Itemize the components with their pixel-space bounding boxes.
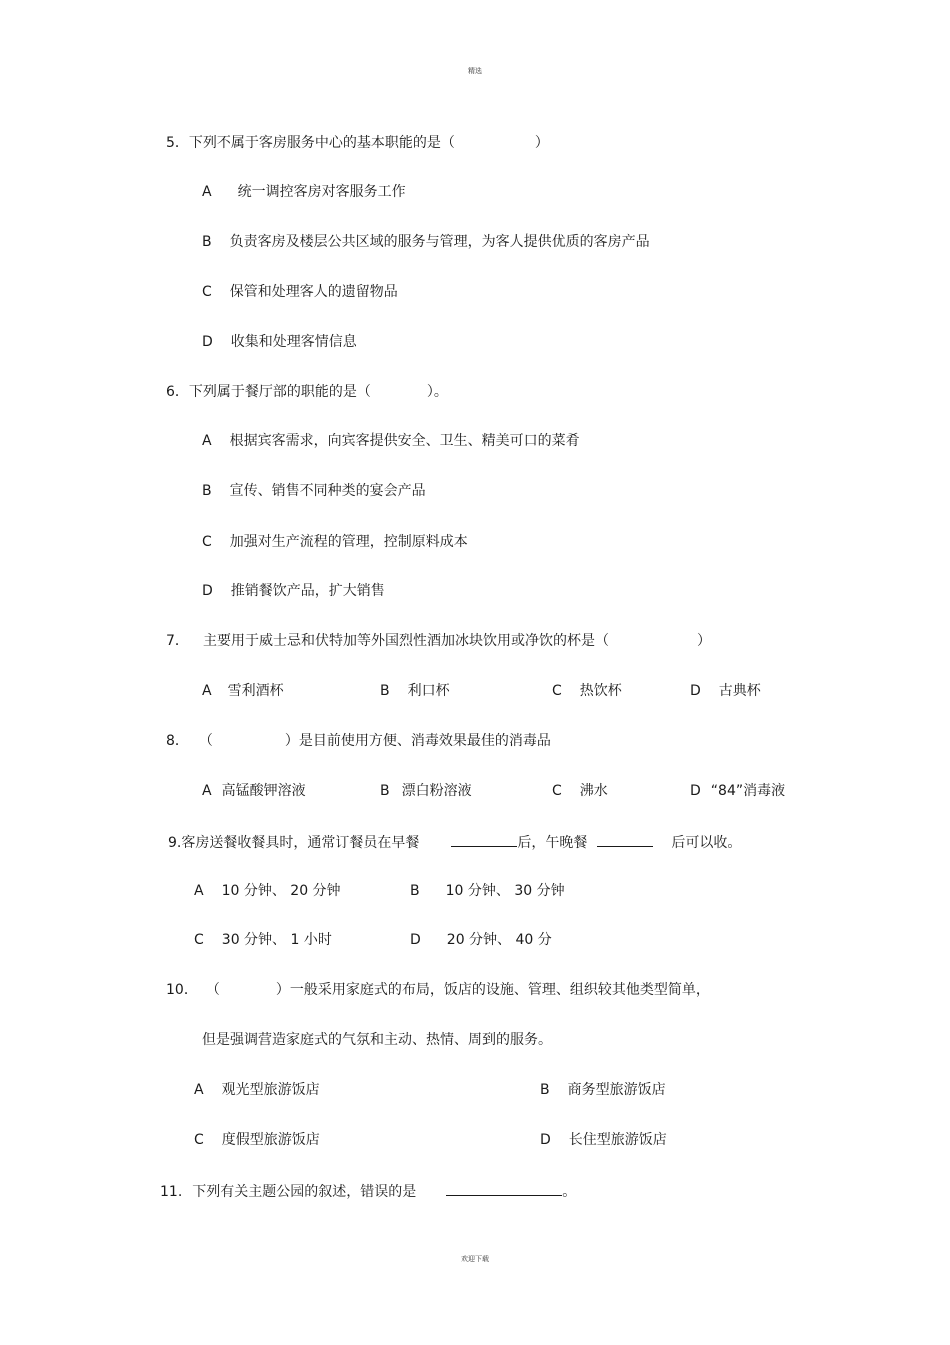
- option-text: 负责客房及楼层公共区域的服务与管理，为客人提供优质的客房产品: [229, 234, 650, 250]
- option-text: 度假型旅游饭店: [221, 1132, 320, 1148]
- option-text: “84”消毒液: [710, 783, 786, 799]
- option-text: 30 分钟、 1 小时: [221, 932, 332, 948]
- question-8-option-a: [202, 781, 306, 801]
- question-number: 10．: [166, 982, 198, 998]
- option-letter: C: [202, 534, 212, 550]
- option-text: 高锰酸钾溶液: [221, 783, 306, 799]
- option-text: 漂白粉溶液: [401, 783, 472, 799]
- question-6-option-b: [202, 481, 426, 501]
- question-7-option-c: [552, 681, 622, 701]
- option-text: 热饮杯: [579, 683, 622, 699]
- answer-blank: [597, 831, 653, 847]
- question-5-stem: [166, 133, 549, 153]
- option-text: 观光型旅游饭店: [221, 1082, 320, 1098]
- bracket-close: ）: [534, 135, 549, 151]
- question-10-option-b: [540, 1080, 666, 1100]
- question-6-option-c: [202, 532, 468, 552]
- option-letter: B: [202, 234, 212, 250]
- answer-blank: [451, 831, 517, 847]
- question-text-mid: 后，午晚餐: [517, 835, 588, 851]
- option-text: 推销餐饮产品，扩大销售: [230, 583, 385, 599]
- question-9-stem: [168, 831, 741, 853]
- question-5-option-b: [202, 232, 650, 252]
- question-number: 5．: [166, 135, 189, 151]
- option-text: 保管和处理客人的遗留物品: [229, 284, 398, 300]
- question-5-option-c: [202, 282, 398, 302]
- question-7-option-b: [380, 681, 450, 701]
- question-7-number: 7．: [166, 633, 189, 649]
- option-letter: A: [202, 184, 212, 200]
- option-letter: C: [194, 1132, 204, 1148]
- option-letter: B: [380, 683, 390, 699]
- option-letter: D: [202, 583, 213, 599]
- question-8-stem: [166, 731, 551, 751]
- option-text: 20 分钟、 40 分: [446, 932, 552, 948]
- question-7-stem: [203, 631, 711, 651]
- question-6-stem: [166, 382, 448, 402]
- question-number: 11.: [160, 1184, 183, 1200]
- option-letter: B: [540, 1082, 550, 1098]
- question-text-end: 。: [562, 1184, 577, 1200]
- question-8-option-c: [552, 781, 608, 801]
- option-letter: B: [380, 783, 390, 799]
- option-letter: B: [410, 883, 420, 899]
- option-letter: D: [410, 932, 421, 948]
- question-text-end: 后可以收。: [671, 835, 742, 851]
- option-text: 收集和处理客情信息: [230, 334, 357, 350]
- bracket-open: （: [205, 982, 220, 998]
- question-7-option-d: [690, 681, 761, 701]
- question-7-option-a: [202, 681, 284, 701]
- question-5-option-a: [202, 182, 406, 202]
- option-text: 沸水: [579, 783, 608, 799]
- question-5-option-d: [202, 332, 357, 352]
- question-8-option-d: [690, 781, 785, 801]
- question-number: 6．: [166, 384, 189, 400]
- question-text: 下列属于餐厅部的职能的是（: [188, 384, 371, 400]
- option-letter: A: [202, 683, 212, 699]
- option-text: 根据宾客需求，向宾客提供安全、卫生、精美可口的菜肴: [229, 433, 580, 449]
- option-letter: B: [202, 483, 212, 499]
- question-9-option-b: [410, 881, 565, 901]
- option-letter: C: [194, 932, 204, 948]
- option-letter: D: [202, 334, 213, 350]
- option-letter: A: [194, 883, 204, 899]
- option-letter: C: [552, 783, 562, 799]
- question-text: ）是目前使用方便、消毒效果最佳的消毒品: [284, 733, 551, 749]
- option-letter: A: [202, 433, 212, 449]
- option-letter: A: [202, 783, 212, 799]
- option-letter: D: [690, 783, 701, 799]
- bracket-open: （: [198, 733, 213, 749]
- question-text: ）一般采用家庭式的布局，饭店的设施、管理、组织较其他类型简单，: [275, 982, 710, 998]
- option-letter: A: [194, 1082, 204, 1098]
- question-10-stem-continued: 但是强调营造家庭式的气氛和主动、热情、周到的服务。: [202, 1032, 552, 1048]
- question-text: 主要用于威士忌和伏特加等外国烈性酒加冰块饮用或净饮的杯是（: [203, 633, 609, 649]
- question-10-option-a: [194, 1080, 320, 1100]
- question-10-stem: [166, 980, 710, 1000]
- question-text: 下列不属于客房服务中心的基本职能的是（: [188, 135, 455, 151]
- question-9-option-a: [194, 881, 341, 901]
- page-header: 精选: [468, 67, 482, 75]
- question-number: 8．: [166, 733, 189, 749]
- question-9-option-d: [410, 930, 552, 950]
- option-text: 10 分钟、 30 分钟: [445, 883, 565, 899]
- question-10-option-d: [540, 1130, 667, 1150]
- option-text: 商务型旅游饭店: [567, 1082, 666, 1098]
- option-text: 长住型旅游饭店: [568, 1132, 667, 1148]
- question-11-stem: [160, 1180, 576, 1202]
- option-text: 雪利酒杯: [227, 683, 284, 699]
- option-text: 利口杯: [407, 683, 450, 699]
- page-footer: 欢迎下载: [461, 1255, 489, 1263]
- answer-blank: [446, 1180, 562, 1196]
- option-letter: C: [202, 284, 212, 300]
- question-text: 下列有关主题公园的叙述，错误的是: [192, 1184, 417, 1200]
- bracket-close: ）: [697, 633, 711, 649]
- option-letter: D: [690, 683, 701, 699]
- option-letter: C: [552, 683, 562, 699]
- option-text: 统一调控客房对客服务工作: [237, 184, 406, 200]
- question-6-option-a: [202, 431, 580, 451]
- option-text: 古典杯: [718, 683, 761, 699]
- question-8-option-b: [380, 781, 472, 801]
- option-text: 10 分钟、 20 分钟: [221, 883, 341, 899]
- question-10-option-c: [194, 1130, 320, 1150]
- option-text: 加强对生产流程的管理，控制原料成本: [229, 534, 468, 550]
- bracket-close: ）。: [426, 384, 448, 400]
- option-letter: D: [540, 1132, 551, 1148]
- question-9-option-c: [194, 930, 332, 950]
- question-text: 9.客房送餐收餐具时，通常订餐员在早餐: [168, 835, 420, 851]
- option-text: 宣传、销售不同种类的宴会产品: [229, 483, 426, 499]
- question-6-option-d: [202, 581, 385, 601]
